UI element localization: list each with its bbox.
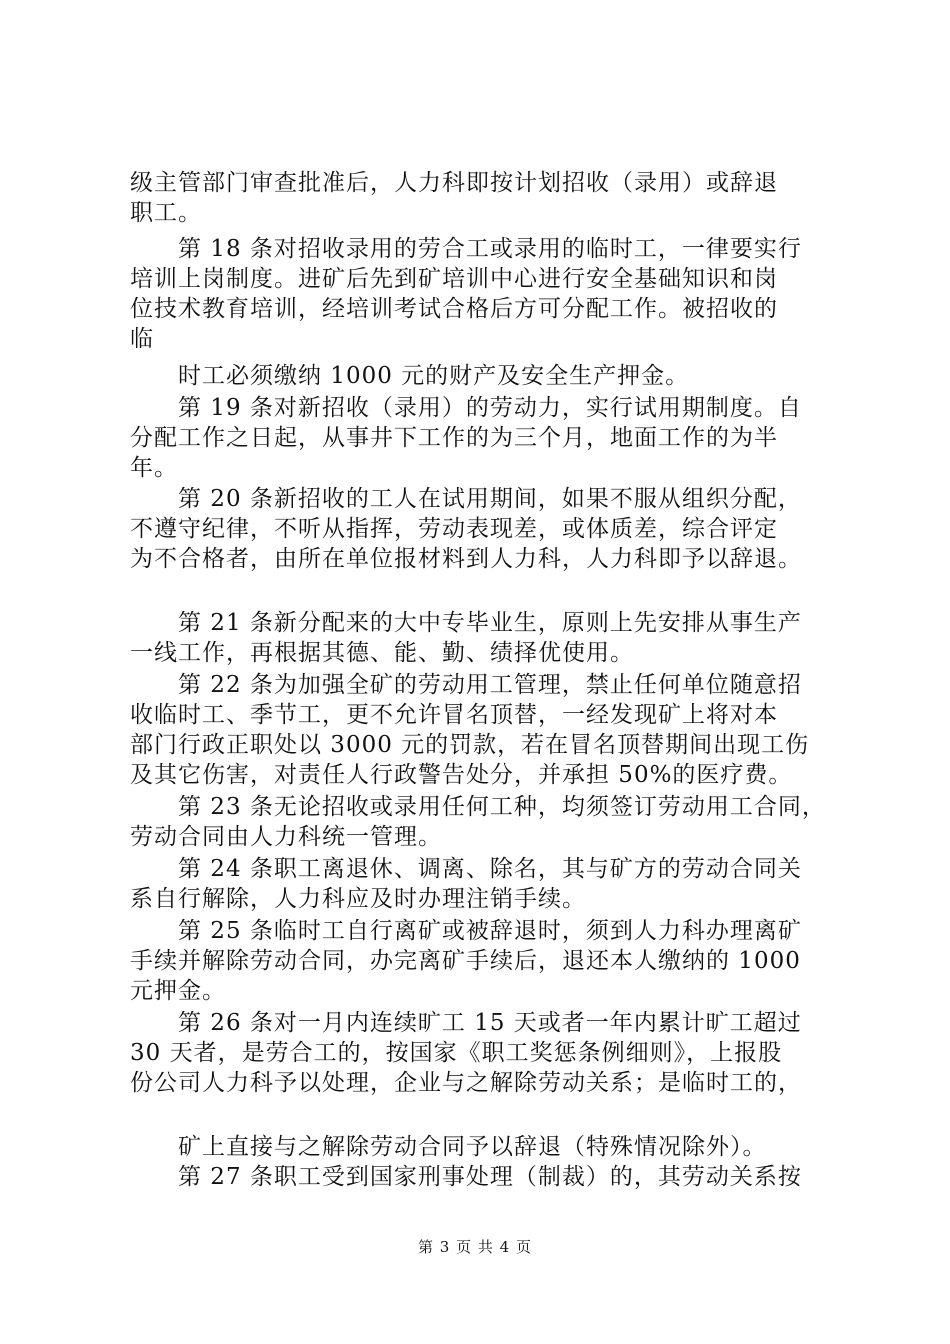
text-line: 临 xyxy=(130,326,154,352)
text-line: 30 天者，是劳合工的，按国家《职工奖惩条例细则》，上报股 xyxy=(130,1040,783,1066)
text-line: 年。 xyxy=(130,455,178,481)
text-line: 第 25 条临时工自行离矿或被辞退时，须到人力科办理离矿 xyxy=(178,918,802,944)
text-line: 份公司人力科予以处理，企业与之解除劳动关系；是临时工的， xyxy=(130,1070,802,1096)
text-line: 一线工作，再根据其德、能、勤、绩择优使用。 xyxy=(130,640,634,666)
text-line: 手续并解除劳动合同，办完离矿手续后，退还本人缴纳的 1000 xyxy=(130,948,801,974)
text-line: 及其它伤害，对责任人行政警告处分，并承担 50%的医疗费。 xyxy=(130,762,793,788)
text-line: 级主管部门审查批准后，人力科即按计划招收（录用）或辞退 xyxy=(130,170,778,196)
text-line: 不遵守纪律，不听从指挥，劳动表现差，或体质差，综合评定 xyxy=(130,516,778,542)
text-line: 培训上岗制度。进矿后先到矿培训中心进行安全基础知识和岗 xyxy=(130,266,778,292)
text-line: 第 27 条职工受到国家刑事处理（制裁）的，其劳动关系按 xyxy=(178,1164,802,1190)
text-line: 系自行解除，人力科应及时办理注销手续。 xyxy=(130,886,586,912)
text-line: 元押金。 xyxy=(130,978,226,1004)
text-line: 部门行政正职处以 3000 元的罚款，若在冒名顶替期间出现工伤 xyxy=(130,732,810,758)
text-line: 收临时工、季节工，更不允许冒名顶替，一经发现矿上将对本 xyxy=(130,702,778,728)
text-line: 第 20 条新招收的工人在试用期间，如果不服从组织分配， xyxy=(178,486,802,512)
text-line: 矿上直接与之解除劳动合同予以辞退（特殊情况除外）。 xyxy=(178,1134,767,1160)
text-line: 第 18 条对招收录用的劳合工或录用的临时工，一律要实行 xyxy=(178,236,802,262)
text-line: 为不合格者，由所在单位报材料到人力科，人力科即予以辞退。 xyxy=(130,546,802,572)
text-line: 职工。 xyxy=(130,200,202,226)
text-line: 劳动合同由人力科统一管理。 xyxy=(130,824,442,850)
text-line: 时工必须缴纳 1000 元的财产及安全生产押金。 xyxy=(178,363,690,389)
text-line: 第 21 条新分配来的大中专毕业生，原则上先安排从事生产 xyxy=(178,610,802,636)
page-footer: 第 3 页 共 4 页 xyxy=(418,1238,532,1256)
text-line: 分配工作之日起，从事井下工作的为三个月，地面工作的为半 xyxy=(130,425,778,451)
text-line: 第 26 条对一月内连续旷工 15 天或者一年内累计旷工超过 xyxy=(178,1010,802,1036)
text-line: 第 19 条对新招收（录用）的劳动力，实行试用期制度。自 xyxy=(178,395,802,421)
text-line: 第 23 条无论招收或录用任何工种，均须签订劳动用工合同， xyxy=(178,794,826,820)
text-line: 第 24 条职工离退休、调离、除名，其与矿方的劳动合同关 xyxy=(178,856,802,882)
text-line: 第 22 条为加强全矿的劳动用工管理，禁止任何单位随意招 xyxy=(178,672,802,698)
text-line: 位技术教育培训，经培训考试合格后方可分配工作。被招收的 xyxy=(130,296,778,322)
